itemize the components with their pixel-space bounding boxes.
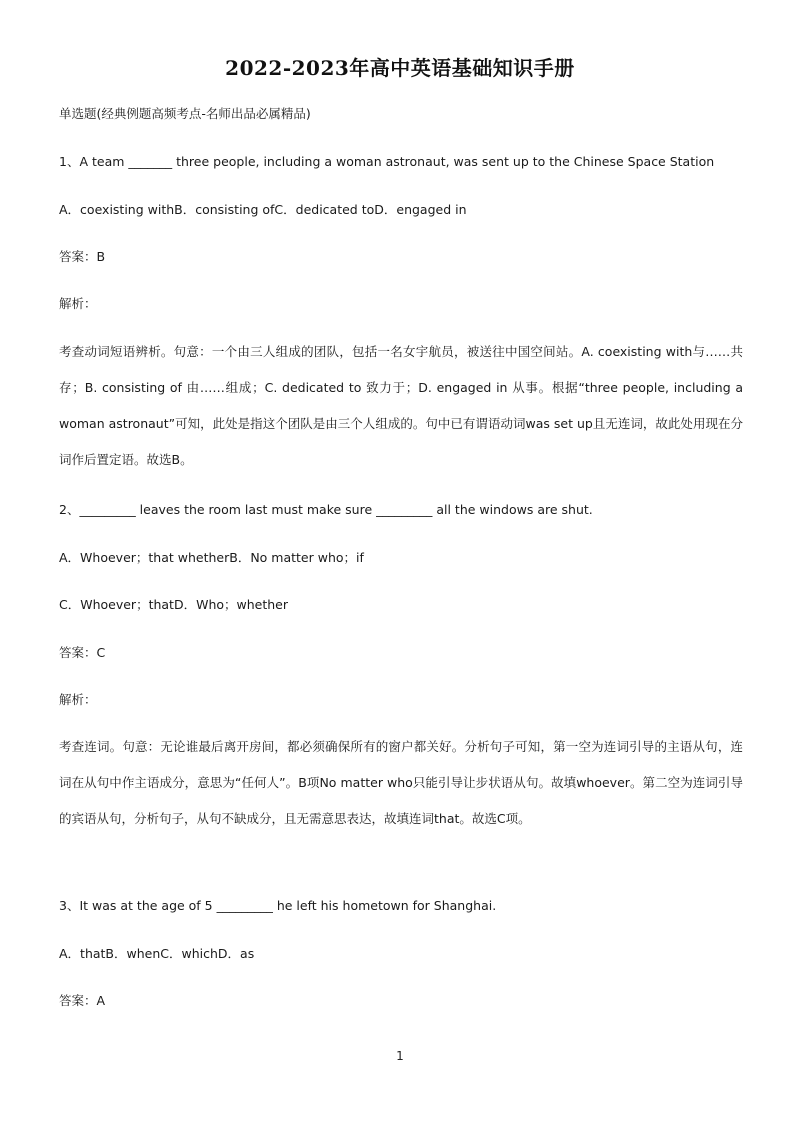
page-number: 1 <box>396 1049 404 1063</box>
question-2-analysis-label: 解析： <box>59 692 97 707</box>
question-1-options: A．coexisting withB．consisting ofC．dedicated toD．engaged in <box>59 202 467 217</box>
question-1-stem: 1、A team _______ three people, including a woman astronaut, was sent up to the Chinese Space Station <box>59 154 715 169</box>
question-2-options-line-1: A．Whoever；that whetherB．No matter who；if <box>59 550 364 565</box>
question-2-answer: 答案：C <box>59 645 106 660</box>
question-2-options-line-2: C．Whoever；thatD．Who；whether <box>59 597 289 612</box>
question-3-options: A．thatB．whenC．whichD．as <box>59 946 255 961</box>
question-2-stem: 2、_________ leaves the room last must make sure _________ all the windows are shut. <box>59 502 593 517</box>
page-title: 2022-2023年高中英语基础知识手册 <box>225 56 575 80</box>
question-3-stem: 3、It was at the age of 5 _________ he left his hometown for Shanghai. <box>59 898 497 913</box>
question-2-analysis: 考查连词。句意：无论谁最后离开房间，都必须确保所有的窗户都关好。分析句子可知，第一空为连词引导的主语从句，连词在从句中作主语成分，意思为“任何人”。B项No matter who只能引导让步状语从句。故填whoever。第二空为连词引导的宾语从句，分析句子，从句不缺成分，且无需意思表达，故填连词that。故选C项。 <box>59 739 743 826</box>
question-1-analysis: 考查动词短语辨析。句意：一个由三人组成的团队，包括一名女宇航员，被送往中国空间站。A. coexisting with与……共存；B. consisting of 由……组成；C. dedicated to 致力于；D. engaged in 从事。根据“three people, including a woman astronaut”可知，此处是指这个团队是由三个人组成的。句中已有谓语动词was set up且无连词，故此处用现在分词作后置定语。故选B。 <box>59 344 743 467</box>
section-heading: 单选题(经典例题高频考点-名师出品必属精品) <box>59 106 311 121</box>
question-3-answer: 答案：A <box>59 993 106 1008</box>
question-1-analysis-label: 解析： <box>59 296 97 311</box>
question-1-answer: 答案：B <box>59 249 106 264</box>
